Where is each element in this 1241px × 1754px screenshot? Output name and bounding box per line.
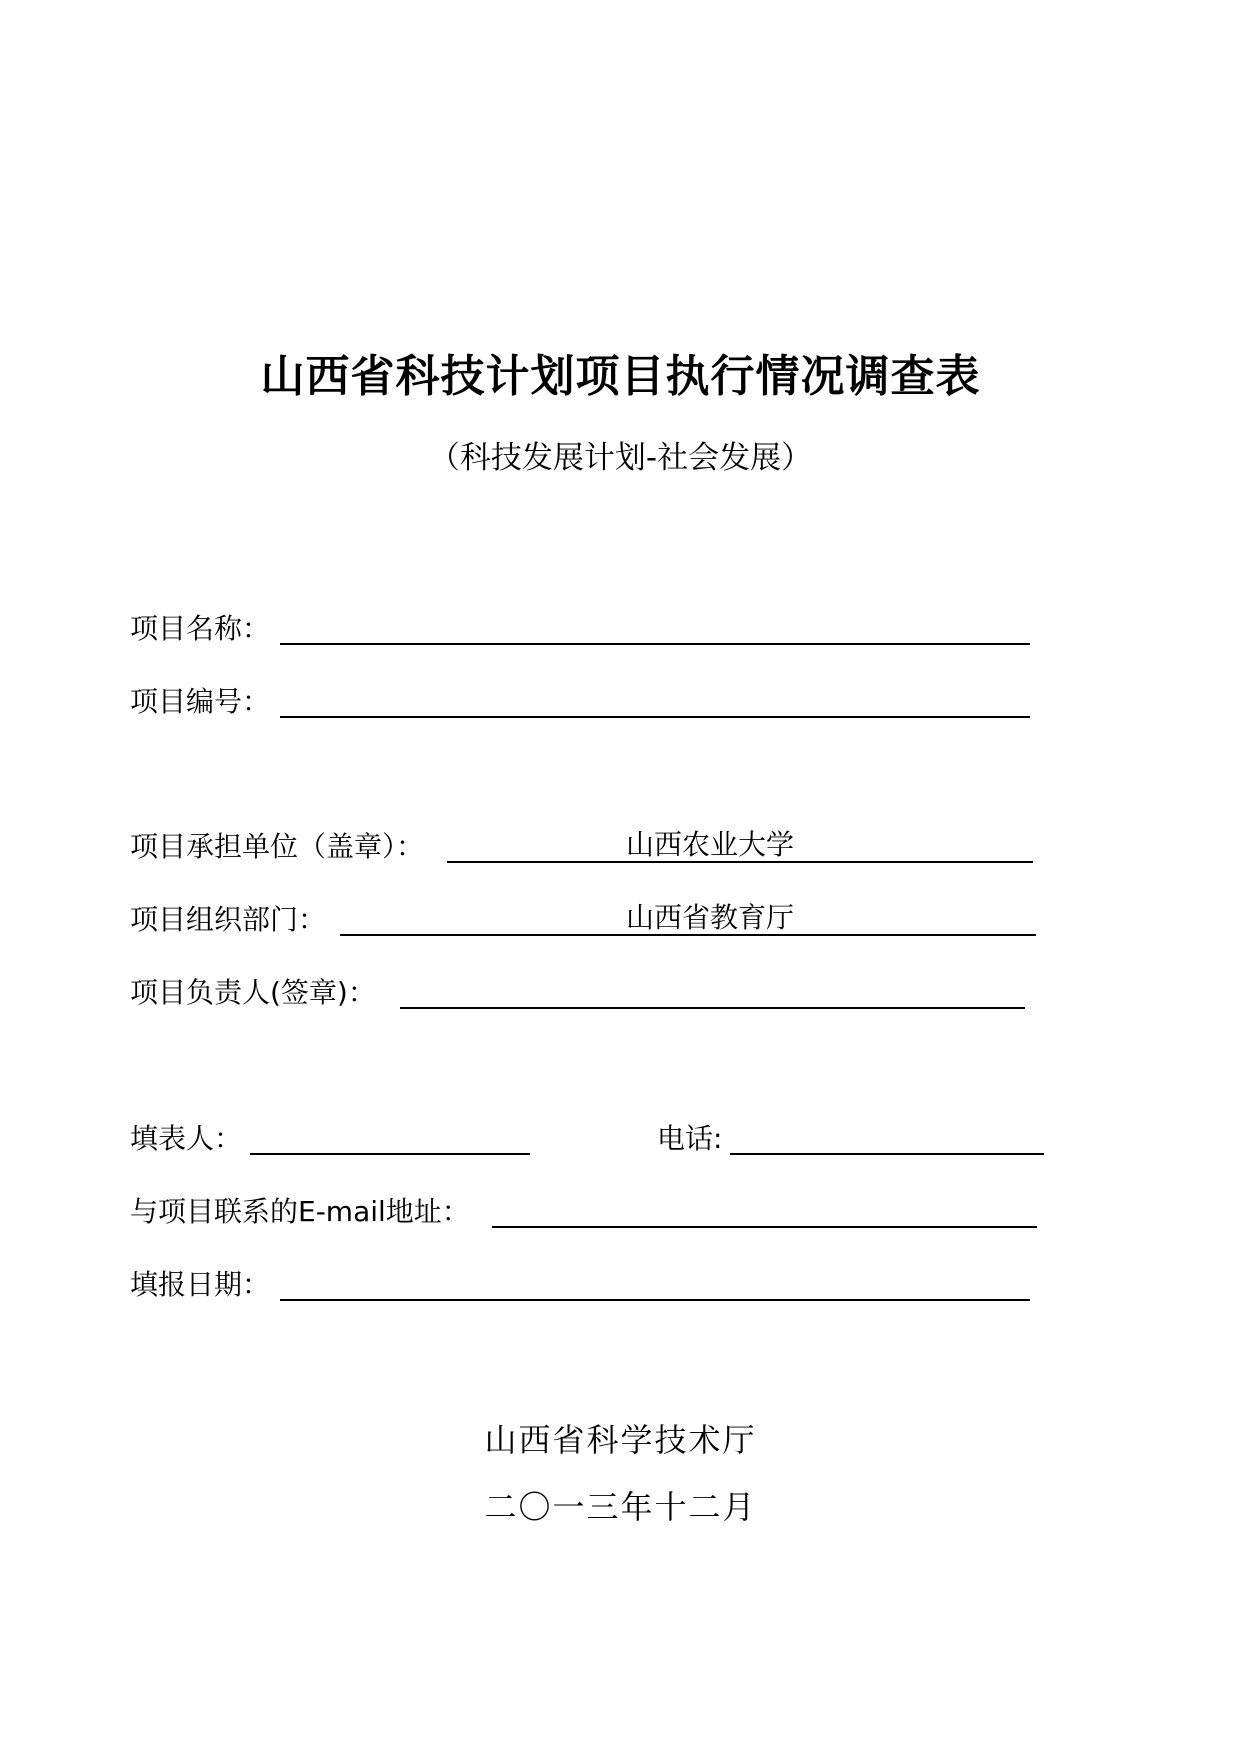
undertaking-unit-value: 山西农业大学 bbox=[625, 828, 794, 861]
fill-date-label: 填报日期： bbox=[130, 1268, 271, 1301]
organizing-dept-label: 项目组织部门： bbox=[130, 903, 327, 936]
project-name-input-line[interactable] bbox=[280, 643, 1030, 645]
organizing-dept-value: 山西省教育厅 bbox=[625, 901, 794, 934]
project-number-label: 项目编号： bbox=[130, 685, 271, 718]
page-title: 山西省科技计划项目执行情况调查表 bbox=[260, 351, 981, 402]
page-subtitle: （科技发展计划-社会发展） bbox=[428, 440, 813, 476]
issuer-name: 山西省科学技术厅 bbox=[484, 1421, 757, 1459]
leader-label: 项目负责人(签章)： bbox=[130, 976, 376, 1009]
leader-input-line[interactable] bbox=[400, 1007, 1025, 1009]
issue-date: 二〇一三年十二月 bbox=[484, 1488, 757, 1526]
project-name-label: 项目名称： bbox=[130, 612, 271, 645]
undertaking-unit-label: 项目承担单位（盖章）： bbox=[130, 830, 425, 863]
filler-label: 填表人： bbox=[130, 1122, 243, 1155]
fill-date-input-line[interactable] bbox=[280, 1299, 1030, 1301]
phone-input-line[interactable] bbox=[730, 1153, 1044, 1155]
phone-label: 电话: bbox=[657, 1122, 723, 1155]
email-label: 与项目联系的E-mail地址： bbox=[130, 1195, 470, 1228]
filler-input-line[interactable] bbox=[250, 1153, 530, 1155]
email-input-line[interactable] bbox=[492, 1226, 1037, 1228]
project-number-input-line[interactable] bbox=[280, 716, 1030, 718]
